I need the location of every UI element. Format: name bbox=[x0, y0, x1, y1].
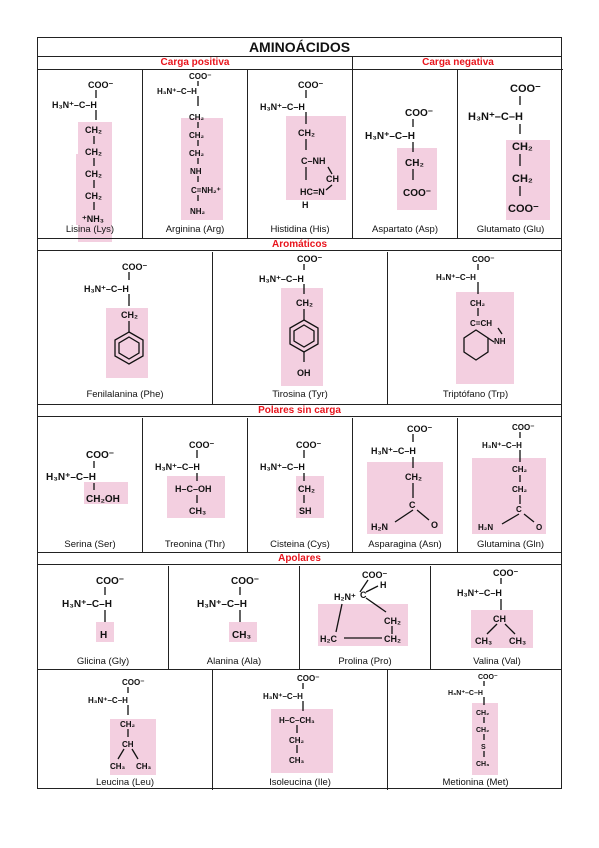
phenylalanine-structure bbox=[38, 252, 213, 392]
svg-text:O: O bbox=[536, 523, 543, 532]
label-threonine: Treonina (Thr) bbox=[164, 539, 226, 550]
svg-text:C: C bbox=[409, 500, 416, 510]
svg-text:H₃N⁺–C–H: H₃N⁺–C–H bbox=[52, 100, 97, 110]
svg-text:CH₂: CH₂ bbox=[298, 128, 315, 138]
section-header-positive: Carga positiva bbox=[38, 57, 353, 70]
svg-text:COO⁻: COO⁻ bbox=[297, 674, 320, 683]
svg-text:COO⁻: COO⁻ bbox=[189, 72, 212, 81]
glutamine-structure bbox=[458, 418, 563, 538]
alanine-structure bbox=[169, 566, 300, 658]
svg-text:CH₃: CH₃ bbox=[509, 636, 527, 646]
cysteine-structure bbox=[248, 418, 353, 538]
cell-glutamate bbox=[458, 70, 563, 238]
label-alanine: Alanina (Ala) bbox=[206, 656, 262, 667]
svg-text:H₃N⁺–C–H: H₃N⁺–C–H bbox=[365, 131, 415, 142]
svg-text:CH₂: CH₂ bbox=[384, 634, 401, 644]
svg-text:H: H bbox=[302, 200, 309, 210]
svg-text:CH₃: CH₃ bbox=[136, 762, 152, 771]
histidine-structure bbox=[248, 70, 353, 222]
svg-text:OH: OH bbox=[297, 368, 311, 378]
label-leucine: Leucina (Leu) bbox=[95, 777, 155, 788]
table-title: AMINOÁCIDOS bbox=[38, 38, 561, 57]
label-aspartate: Aspartato (Asp) bbox=[372, 224, 438, 235]
cell-glutamine bbox=[458, 418, 563, 552]
cell-tyrosine bbox=[213, 252, 388, 404]
label-serine: Serina (Ser) bbox=[64, 539, 116, 550]
svg-text:H₂N: H₂N bbox=[478, 523, 494, 532]
svg-text:CH: CH bbox=[493, 614, 506, 624]
svg-text:H₃N⁺–C–H: H₃N⁺–C–H bbox=[197, 599, 247, 610]
svg-text:COO⁻: COO⁻ bbox=[472, 255, 495, 264]
cell-lysine bbox=[38, 70, 143, 238]
svg-text:CH₂: CH₂ bbox=[512, 141, 533, 153]
amino-acid-table bbox=[37, 37, 562, 789]
svg-text:C: C bbox=[516, 505, 522, 514]
svg-text:CH₂: CH₂ bbox=[296, 298, 313, 308]
valine-structure bbox=[431, 566, 563, 658]
svg-text:H₃N⁺–C–H: H₃N⁺–C–H bbox=[46, 472, 96, 483]
label-tyrosine: Tirosina (Tyr) bbox=[272, 389, 328, 400]
svg-text:CH₂: CH₂ bbox=[405, 158, 424, 169]
lysine-sidechain bbox=[38, 70, 143, 250]
svg-text:COO⁻: COO⁻ bbox=[122, 678, 145, 687]
svg-text:CH₃: CH₃ bbox=[475, 636, 493, 646]
svg-text:COO⁻: COO⁻ bbox=[478, 674, 498, 681]
svg-text:CH₂: CH₂ bbox=[121, 310, 138, 320]
svg-text:COO⁻: COO⁻ bbox=[512, 423, 535, 432]
cell-tryptophan bbox=[388, 252, 563, 404]
label-asparagine: Asparagina (Asn) bbox=[368, 539, 442, 550]
label-lysine: Lisina (Lys) bbox=[65, 224, 115, 235]
methionine-structure bbox=[388, 669, 563, 777]
svg-text:C=NH₂⁺: C=NH₂⁺ bbox=[191, 186, 221, 195]
glutamate-structure bbox=[458, 70, 563, 222]
svg-text:CH: CH bbox=[122, 740, 134, 749]
label-glutamine: Glutamina (Gln) bbox=[476, 539, 545, 550]
svg-text:H–C–CH₃: H–C–CH₃ bbox=[279, 716, 315, 725]
label-phenylalanine: Fenilalanina (Phe) bbox=[86, 389, 164, 400]
svg-text:H₃N⁺–C–H: H₃N⁺–C–H bbox=[259, 274, 304, 284]
svg-text:H: H bbox=[380, 580, 387, 590]
cell-histidine bbox=[248, 70, 353, 238]
cell-methionine bbox=[388, 669, 563, 790]
label-histidine: Histidina (His) bbox=[270, 224, 330, 235]
glycine-structure bbox=[38, 566, 169, 658]
svg-text:CH₂OH: CH₂OH bbox=[86, 494, 120, 505]
cell-leucine bbox=[38, 669, 213, 790]
label-methionine: Metionina (Met) bbox=[442, 777, 509, 788]
svg-text:CH₂: CH₂ bbox=[189, 113, 205, 122]
label-proline: Prolina (Pro) bbox=[338, 656, 392, 667]
cell-arginine bbox=[143, 70, 248, 238]
label-tryptophan: Triptófano (Trp) bbox=[442, 389, 509, 400]
arginine-structure bbox=[143, 70, 248, 222]
svg-text:COO⁻: COO⁻ bbox=[508, 203, 539, 215]
svg-text:H₃N⁺–C–H: H₃N⁺–C–H bbox=[260, 102, 305, 112]
svg-text:SH: SH bbox=[299, 506, 312, 516]
label-glutamate: Glutamato (Glu) bbox=[476, 224, 545, 235]
svg-text:COO⁻: COO⁻ bbox=[122, 262, 148, 272]
svg-text:H₃N⁺–C–H: H₃N⁺–C–H bbox=[157, 87, 197, 96]
svg-text:CH₂: CH₂ bbox=[120, 720, 136, 729]
svg-text:CH₃: CH₃ bbox=[476, 761, 490, 768]
label-isoleucine: Isoleucina (Ile) bbox=[269, 777, 331, 788]
svg-text:CH₂: CH₂ bbox=[85, 169, 102, 179]
cell-aspartate bbox=[353, 70, 458, 238]
label-arginine: Arginina (Arg) bbox=[165, 224, 225, 235]
tyrosine-structure bbox=[213, 252, 388, 392]
svg-text:NH: NH bbox=[494, 337, 506, 346]
svg-text:H₂N: H₂N bbox=[371, 522, 388, 532]
svg-text:C: C bbox=[360, 590, 367, 600]
svg-text:COO⁻: COO⁻ bbox=[231, 576, 260, 587]
svg-text:CH₂: CH₂ bbox=[512, 485, 528, 494]
svg-text:COO⁻: COO⁻ bbox=[298, 80, 324, 90]
section-header-apolar: Apolares bbox=[38, 552, 561, 565]
label-cysteine: Cisteina (Cys) bbox=[270, 539, 330, 550]
svg-text:HC=N: HC=N bbox=[300, 187, 325, 197]
svg-text:CH₃: CH₃ bbox=[289, 756, 305, 765]
cell-cysteine bbox=[248, 418, 353, 552]
svg-text:H: H bbox=[100, 630, 108, 641]
cell-alanine bbox=[169, 566, 300, 669]
label-valine: Valina (Val) bbox=[473, 656, 521, 667]
svg-text:COO⁻: COO⁻ bbox=[189, 440, 215, 450]
svg-text:H₃N⁺–C–H: H₃N⁺–C–H bbox=[482, 441, 522, 450]
svg-text:CH₃: CH₃ bbox=[189, 506, 207, 516]
svg-text:COO⁻: COO⁻ bbox=[296, 440, 322, 450]
svg-text:COO⁻: COO⁻ bbox=[362, 570, 388, 580]
svg-text:C=CH: C=CH bbox=[470, 319, 493, 328]
leucine-structure bbox=[38, 669, 213, 777]
svg-text:H₃N⁺–C–H: H₃N⁺–C–H bbox=[155, 462, 200, 472]
svg-text:O: O bbox=[431, 520, 439, 530]
svg-text:CH: CH bbox=[326, 174, 339, 184]
svg-text:C–NH: C–NH bbox=[301, 156, 326, 166]
svg-text:COO⁻: COO⁻ bbox=[86, 450, 115, 461]
section-header-negative: Carga negativa bbox=[353, 57, 563, 70]
svg-text:CH₂: CH₂ bbox=[189, 149, 205, 158]
svg-text:H₂N⁺: H₂N⁺ bbox=[334, 592, 356, 602]
svg-text:H₃N⁺–C–H: H₃N⁺–C–H bbox=[436, 273, 476, 282]
svg-text:CH₂: CH₂ bbox=[476, 710, 490, 717]
aspartate-structure bbox=[353, 70, 458, 222]
svg-text:H₃N⁺–C–H: H₃N⁺–C–H bbox=[84, 284, 129, 294]
svg-text:⁺NH₃: ⁺NH₃ bbox=[82, 214, 104, 224]
svg-text:CH₃: CH₃ bbox=[110, 762, 126, 771]
svg-text:H–C–OH: H–C–OH bbox=[175, 484, 212, 494]
tryptophan-structure bbox=[388, 252, 563, 392]
svg-text:NH: NH bbox=[190, 167, 202, 176]
svg-text:S: S bbox=[481, 744, 486, 751]
svg-text:NH₂: NH₂ bbox=[190, 207, 206, 216]
isoleucine-structure bbox=[213, 669, 388, 777]
svg-text:H₃N⁺–C–H: H₃N⁺–C–H bbox=[263, 692, 303, 701]
cell-proline bbox=[300, 566, 431, 669]
svg-text:CH₂: CH₂ bbox=[470, 299, 486, 308]
threonine-structure bbox=[143, 418, 248, 538]
svg-text:CH₂: CH₂ bbox=[289, 736, 305, 745]
section-header-aromatic: Aromáticos bbox=[38, 238, 561, 251]
cell-valine bbox=[431, 566, 563, 669]
svg-text:H₃N⁺–C–H: H₃N⁺–C–H bbox=[88, 696, 128, 705]
svg-text:H₃N⁺–C–H: H₃N⁺–C–H bbox=[468, 111, 523, 123]
svg-text:CH₂: CH₂ bbox=[384, 616, 401, 626]
svg-text:CH₂: CH₂ bbox=[476, 727, 490, 734]
svg-text:COO⁻: COO⁻ bbox=[297, 254, 323, 264]
svg-text:COO⁻: COO⁻ bbox=[88, 80, 114, 90]
label-glycine: Glicina (Gly) bbox=[76, 656, 130, 667]
svg-text:H₃N⁺–C–H: H₃N⁺–C–H bbox=[457, 588, 502, 598]
svg-text:CH₂: CH₂ bbox=[298, 484, 315, 494]
svg-text:CH₂: CH₂ bbox=[85, 125, 102, 135]
svg-text:COO⁻: COO⁻ bbox=[403, 188, 432, 199]
cell-threonine bbox=[143, 418, 248, 552]
section-header-polar: Polares sin carga bbox=[38, 404, 561, 417]
svg-text:CH₂: CH₂ bbox=[405, 472, 422, 482]
svg-text:CH₂: CH₂ bbox=[512, 173, 533, 185]
svg-text:CH₂: CH₂ bbox=[512, 465, 528, 474]
svg-text:H₃N⁺–C–H: H₃N⁺–C–H bbox=[371, 446, 416, 456]
svg-text:CH₂: CH₂ bbox=[85, 191, 102, 201]
cell-isoleucine bbox=[213, 669, 388, 790]
svg-text:COO⁻: COO⁻ bbox=[96, 576, 125, 587]
svg-text:COO⁻: COO⁻ bbox=[407, 424, 433, 434]
svg-text:COO⁻: COO⁻ bbox=[493, 568, 519, 578]
asparagine-structure bbox=[353, 418, 458, 538]
svg-text:H₂C: H₂C bbox=[320, 634, 337, 644]
proline-structure bbox=[300, 566, 431, 658]
cell-phenylalanine bbox=[38, 252, 213, 404]
svg-text:COO⁻: COO⁻ bbox=[405, 108, 434, 119]
svg-text:CH₂: CH₂ bbox=[85, 147, 102, 157]
svg-text:CH₃: CH₃ bbox=[232, 630, 252, 641]
serine-structure bbox=[38, 418, 143, 538]
cell-serine bbox=[38, 418, 143, 552]
svg-text:H₃N⁺–C–H: H₃N⁺–C–H bbox=[448, 690, 483, 697]
cell-asparagine bbox=[353, 418, 458, 552]
svg-text:H₃N⁺–C–H: H₃N⁺–C–H bbox=[62, 599, 112, 610]
cell-glycine bbox=[38, 566, 169, 669]
svg-text:CH₂: CH₂ bbox=[189, 131, 205, 140]
svg-text:H₃N⁺–C–H: H₃N⁺–C–H bbox=[260, 462, 305, 472]
svg-text:COO⁻: COO⁻ bbox=[510, 83, 541, 95]
